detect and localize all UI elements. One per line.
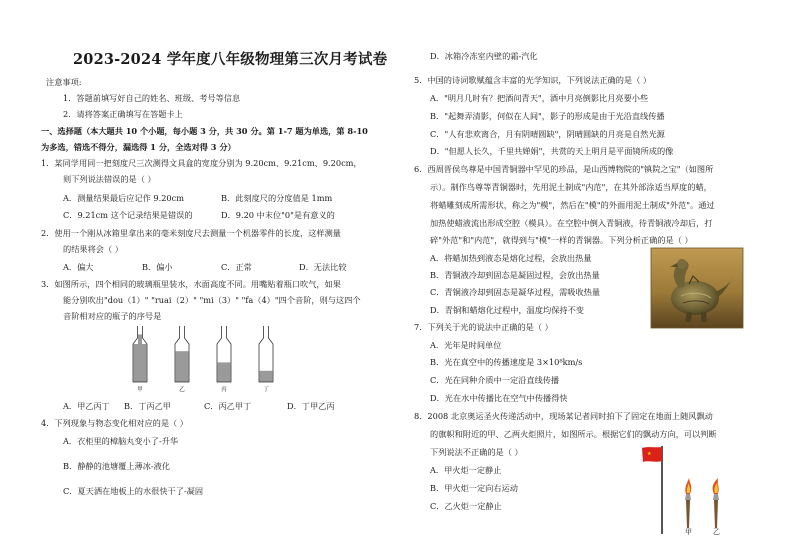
question-2-option: D．无法比较: [299, 262, 347, 272]
torch-label: 甲: [685, 528, 692, 536]
question-7-stem: 7．下列关于光的说法中正确的是（ ）: [414, 322, 553, 332]
question-1-option: D．9.20 中末位"0"是有意义的: [221, 210, 335, 220]
bottle: [217, 326, 231, 393]
question-4-stem: 4．下列现象与物态变化相对应的是（ ）: [41, 418, 188, 428]
question-8-option: B．甲火炬一定向右运动: [430, 483, 518, 493]
question-7-option: C．光在同种介质中一定沿直线传播: [430, 375, 560, 385]
flag-torch-figure: [640, 442, 740, 538]
page-title: 2023-2024 学年度八年级物理第三次月考试卷: [73, 51, 388, 68]
question-7-option: A．光年是时间单位: [430, 340, 502, 350]
question-3-option: A．甲乙丙丁: [63, 401, 110, 411]
flag: [642, 447, 662, 462]
bottle-water: [134, 344, 147, 382]
question-1-stem: 1．某同学用同一把刻度尺三次测得文具盒的宽度分别为 9.20cm、9.21cm、9.20cm，: [41, 158, 362, 168]
question-5-option: D．"但愿人长久，千里共婵娟"，共赏的天上明月是平面镜所成的像: [430, 146, 674, 156]
bottle-water: [176, 351, 189, 382]
bottle: [175, 326, 189, 393]
question-2-option: A．偏大: [63, 262, 94, 272]
question-3-stem: 3．如图所示，四个相同的玻璃瓶里装水，水面高度不同。用嘴贴着瓶口吹气，如果: [41, 279, 341, 289]
question-8-option: A．甲火炬一定静止: [430, 465, 502, 475]
notes-header: 注意事项:: [46, 77, 82, 87]
section-heading: 一、选择题（本大题共 10 个小题，每小题 3 分，共 30 分。第 1-7 题为单选，第 8-10: [41, 126, 368, 136]
question-8-stem: 下列说法不正确的是（ ）: [430, 447, 523, 457]
question-6-stem: 碎"外范"和"内范"，就得到与"模"一样的青铜器。下列分析正确的是（ ）: [430, 235, 693, 245]
notes-item: 1．答题前填写好自己的姓名、班级、考号等信息: [63, 93, 241, 103]
question-1-stem: 则下列说法错误的是（ ）: [63, 174, 156, 184]
question-5-option: A．"明月几时有？把酒问青天"，酒中月亮倒影比月亮要小些: [430, 93, 649, 103]
bottle: [259, 326, 273, 393]
bottle: [133, 326, 147, 393]
notes-item: 2．请将答案正确填写在答题卡上: [63, 109, 183, 119]
section-heading: 为多选，错选不得分，漏选得 1 分，全选对得 3 分）: [41, 142, 236, 152]
question-6-option: B．青铜液冷却到固态是凝固过程，会放出热量: [430, 270, 600, 280]
question-2-stem: 的结果将会（ ）: [63, 244, 123, 254]
question-5-stem: 5．中国的诗词歌赋蕴含丰富的光学知识，下列说法正确的是（ ）: [414, 75, 652, 85]
question-2-option: B．偏小: [142, 262, 173, 272]
question-4-option: B．静静的池塘覆上薄冰-液化: [63, 461, 171, 471]
question-2-option: C．正常: [221, 262, 252, 272]
question-3-option: D．丁甲乙丙: [287, 401, 335, 411]
bird-vessel-photo: [651, 248, 743, 328]
question-8-stem: 8．2008 北京奥运圣火传递活动中，现场某记者同时拍下了固定在地面上随风飘动: [414, 411, 713, 421]
bottle-water: [260, 371, 273, 382]
question-3-option: B．丁丙乙甲: [124, 401, 171, 411]
bottle-water: [218, 362, 231, 382]
question-8-stem: 的旗帜和附近的甲、乙两火炬照片，如图所示。根据它们的飘动方向，可以判断: [430, 429, 717, 439]
question-6-option: A．将蜡加热到液态是熔化过程，会放出热量: [430, 253, 592, 263]
svg-text:★: ★: [647, 451, 652, 457]
question-3-stem: 能分别吹出"dou（1）" "ruai（2）" "mi（3）" "fa（4）"四个音阶，则与这四个: [63, 295, 361, 305]
question-4-option: A．衣柜里的樟脑丸变小了-升华: [63, 436, 179, 446]
question-1-option: C．9.21cm 这个记录结果是错误的: [63, 210, 193, 220]
question-3-option: C．丙乙甲丁: [204, 401, 252, 411]
question-6-option: C．青铜液冷却到固态是凝华过程，需吸收热量: [430, 287, 601, 297]
bottles-figure: [128, 322, 288, 392]
question-2-stem: 2．使用一个刚从冰箱里拿出来的毫米刻度尺去测量一个机器零件的长度，这样测量: [41, 228, 341, 238]
bottle-label: 甲: [137, 387, 143, 393]
question-1-option: A．测量结果最后应记作 9.20cm: [63, 193, 184, 203]
question-7-option: B．光在真空中的传播速度是 3×10⁸km/s: [430, 357, 583, 367]
question-6-stem: 示）。制作鸟尊等青铜器时，先用泥土制成"内范"，在其外部涂适当厚度的蜡，: [430, 182, 712, 192]
question-4-option: D．冰箱冷冻室内壁的霜-汽化: [430, 51, 538, 61]
question-1-option: B．此刻度尺的分度值是 1mm: [221, 193, 333, 203]
bottle-label: 丁: [263, 387, 269, 393]
torch-label: 乙: [713, 528, 720, 536]
question-8-option: C．乙火炬一定静止: [430, 501, 502, 511]
question-6-stem: 6．西周晋侯鸟尊是中国青铜器中罕见的珍品，是山西博物院的"镇院之宝"（如图所: [414, 164, 714, 174]
bottle-label: 丙: [221, 387, 227, 393]
question-5-option: B．"起舞弄清影，何似在人间"，影子的形成是由于光沿直线传播: [430, 111, 665, 121]
question-4-option: C．夏天洒在地板上的水很快干了-凝固: [63, 486, 204, 496]
question-3-stem: 音阶相对应的瓶子的序号是: [63, 311, 162, 321]
question-6-option: D．青铜和蜡熔化过程中，温度均保持不变: [430, 305, 584, 315]
question-7-option: D．光在水中传播比在空气中传播得快: [430, 393, 568, 403]
question-6-stem: 将蜡雕刻成所需形状，称之为"模"，然后在"模"的外面用泥土制成"外范"。通过: [430, 200, 715, 210]
question-6-stem: 加热使蜡液流出形成空腔（模具）。在空腔中倒入青铜液，待青铜液冷却后，打: [430, 218, 713, 228]
bottle-label: 乙: [179, 387, 185, 393]
question-5-option: C．"人有悲欢离合，月有阴晴圆缺"，阴晴圆缺的月亮是自然光源: [430, 129, 665, 139]
